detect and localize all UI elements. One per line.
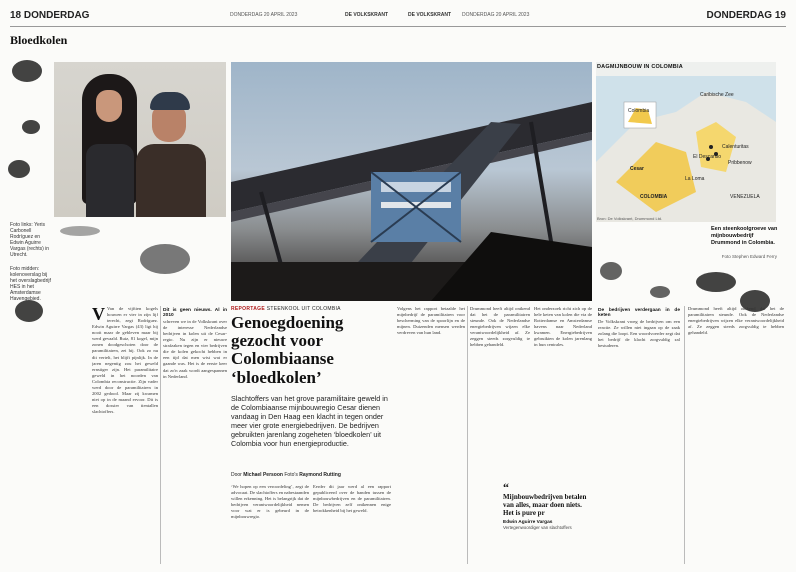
coal-decoration [22,120,40,134]
article-column-5 [397,306,465,564]
photo-caption-middle: Foto midden: kolenoverslag bij het overslagbedrijf HES in het Amsterdamse Havengebied. [10,266,51,302]
day-label: DONDERDAG [706,10,773,21]
map-source: Bron: De Volkskrant, Drummond Ltd. [597,216,663,221]
column-text: Drummond heeft altijd ontkend dat het de paramilitairen steunde. Ook de Nederlandse energiebedrijven wijzen elke verantwoordelijkheid af. Ze zeggen steeds zorgvuldig te hebben gehandeld. [688,306,784,336]
header-rule [10,26,786,27]
map-label: El Descanso [693,154,722,160]
map-title: DAGMIJNBOUW IN COLOMBIA [597,64,683,70]
column-text: schreven we in de Volkskrant over de interesse Nederlandse bedrijven in kolen uit de Cesar-regio. Nu zijn er nieuwe strafzaken tegen en vier bedrijven die de kolen gekocht hebben in een tijd dat men wist wat er gaande was. Het is de eerste keer dat zo'n zaak wordt aangespannen in Nederland. [163,319,227,379]
map-label: La Loma [685,176,705,182]
article-column-9 [688,306,784,564]
map-label: VENEZUELA [730,194,760,200]
conveyor-illustration [231,62,592,301]
article-column-7 [534,306,592,478]
column-text: Van de vijftien kogels houwen er vier in zijn lijf terecht, zegt Rodríguez. Edwin Aguirre Vargas (43) ligt hij nooit maar de gebleven maar bij werd gevaald. Ruiz, 81 kogel, mijn zonen doodgeschoten door de paramilitairen, zei hij. Ook zo nu dit vertelt, het blijft pijnlijk. In de jaren negentig zou het geweld ernstiger zijn. Het paramilitaire geweld in het noorden van Colombia reconstructie. Zijn vader werd door de paramilitairen in 2002 gedood. Maar zij kwamen niet op in de maand ervoor. Dit is een dossier van tientallen slachtoffers. [92,306,158,415]
page-number-right [707,10,786,21]
page-header [0,0,796,28]
kicker-label: REPORTAGE [231,306,265,312]
article-column-6 [470,306,530,478]
map-label: Cesar [630,166,644,172]
column-text: Volgens het rapport betaalde het mijnbedrijf de paramilitairen voor bescherming van de spoorlijn en de mijnen. Duizenden mensen werden verdreven van hun land. [397,306,465,336]
byline-photographer: Raymond Rutting [299,472,341,478]
column-text: Het onderzoek richt zich op de hele keten van kolen die via de Rotterdamse en Amsterdamse havens naar Nederland kwamen. Energiebedrijven gebruikten de kolen jarenlang in hun centrales. [534,306,592,348]
paper-name-left: DE VOLKSKRANT [345,12,389,18]
article-column-4 [313,484,391,564]
column-divider [684,306,685,564]
map-label: Colombia [628,108,650,114]
portrait-photo [54,62,226,217]
column-divider [467,306,468,564]
coal-decoration [140,244,190,274]
article-column-8 [598,306,680,564]
photo-caption-right: Een steenkoolgroeve van mijnbouwbedrijf Drummond in Colombia. [711,226,778,246]
page-number: 18 [10,10,22,21]
woman-figure [82,74,137,217]
column-subhead: De bedrijven verdergaan in de keten [598,308,680,318]
map-label: COLOMBIA [640,194,668,200]
quote-mark-icon: “ [503,480,509,494]
section-title: Bloedkolen [10,33,68,47]
map-label: Caribische Zee [700,92,734,98]
article-intro: Slachtoffers van het grove paramilitaire geweld in de Colombiaanse mijnbouwregio Cesar dienen vandaag in Den Haag een klacht in tegen onder meer vier grote energiebedrijven. De bedrijven gebruikten jarenlang zogeheten ‘bloedkolen’ uit Colombia voor hun energieproductie. [231,394,388,449]
column-text: De Volkskrant vroeg de bedrijven om een reactie. Ze willen niet ingaan op de zaak zolang die loopt. Een woordvoerder zegt dat het bedrijf de klacht zorgvuldig zal bestuderen. [598,319,680,349]
article-column-3 [231,484,309,564]
coal-decoration [60,226,100,236]
article-column-1 [92,306,158,564]
article-column-2 [163,306,227,564]
photo-caption-left: Foto links: Yeris Carbonell Rodríguez en Edwin Aguirre Vargas (rechts) in Utrecht. [10,222,50,258]
page-number: 19 [774,10,786,21]
pull-quote-text: Mijnbouwbedrijven betalen van alles, maar doen niets. Het is pure pr [503,492,587,517]
date-right: DONDERDAG 20 APRIL 2023 [462,12,530,18]
map-label: Pribbenow [728,160,752,166]
coal-decoration [15,300,43,322]
coal-decoration [8,160,30,178]
date-left: DONDERDAG 20 APRIL 2023 [230,12,298,18]
coal-decoration [696,272,736,292]
pull-quote-person: Edwin Aguirre Vargas [503,519,553,525]
coal-decoration [12,60,42,82]
photo-credit: Foto Stephen Edward Ferry [721,254,777,259]
pull-quote-role: Vertegenwoordiger van slachtoffers [503,524,572,530]
paper-name-right: DE VOLKSKRANT [408,12,452,18]
map-label: Calenturitas [722,144,749,150]
column-text: Drummond heeft altijd ontkend dat het de paramilitairen steunde. Ook de Nederlandse energiebedrijven wijzen elke verantwoordelijkheid af. Ze zeggen steeds zorgvuldig te hebben gehandeld. [470,306,530,348]
byline-photo-prefix: Foto's [284,472,298,478]
column-text: Eerder dit jaar werd al een rapport gepubliceerd over de banden tussen de mijnbouwbedrijven en de paramilitairen. De bedrijven zelf ontkennen enige betrokkenheid bij het geweld. [313,484,391,514]
coal-terminal-photo [231,62,592,301]
column-divider [160,306,161,564]
byline-prefix: Door [231,472,242,478]
byline-author: Michael Persoon [243,472,283,478]
day-label: DONDERDAG [23,10,90,21]
column-subhead: Dit is geen nieuws. Al in 2010 [163,308,227,318]
man-figure [136,92,206,217]
drop-cap: V [92,306,105,324]
column-text: ‘We hopen op een veroordeling’, zegt de advocaat. De slachtoffers en nabestaanden willen erkenning. Het is belangrijk dat de bedrijven verantwoordelijkheid nemen voor wat er is gebeurd in de mijnbouwregio. [231,484,309,520]
pull-quote [503,480,587,530]
article-headline: Genoegdoening gezocht voor Colombiaanse ‘bloedkolen’ [231,313,344,387]
page-number-left [10,10,89,21]
coal-decoration [650,286,670,298]
article-kicker [231,306,341,312]
kicker-text: STEENKOOL UIT COLOMBIA [266,306,341,312]
coal-decoration [600,262,622,280]
byline [231,472,341,478]
